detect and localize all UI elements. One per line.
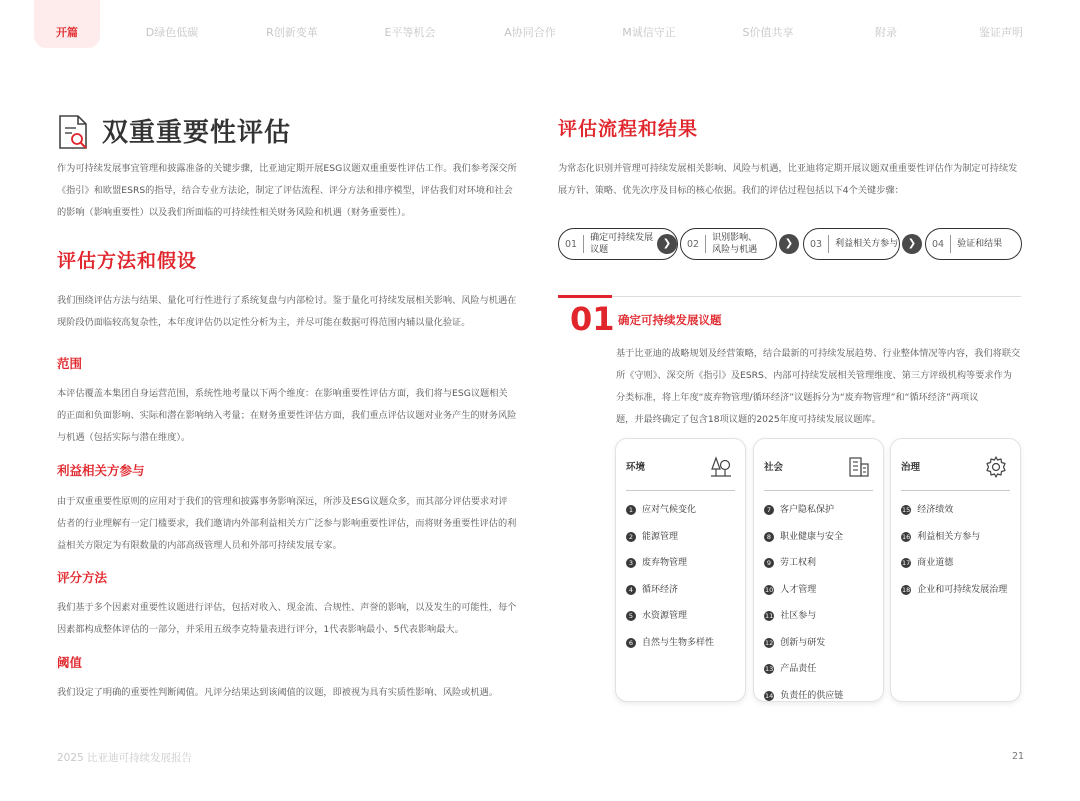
topic-label: 循环经济: [642, 584, 679, 595]
step-label: 利益相关方参与: [835, 239, 899, 249]
text-line: 本评估覆盖本集团自身运营范围，系统性地考量以下两个维度：在影响重要性评估方面，我们将与ESG议题相关: [57, 388, 508, 399]
text-line: 题，并最终确定了包含18项议题的2025年度可持续发展议题库。: [616, 414, 881, 425]
step-label-line: 确定可持续发展: [590, 233, 654, 243]
scoring-paragraph: [57, 597, 516, 641]
step-number: 03: [810, 238, 823, 250]
nav-tab-m[interactable]: M诚信守正: [622, 26, 676, 39]
step-label: [590, 232, 653, 256]
topic-label: 商业道德: [917, 558, 954, 568]
topic-item: [764, 497, 879, 524]
topic-number-badge: 1: [626, 505, 636, 515]
step-3: [803, 228, 900, 260]
topic-label: 利益相关方参与: [917, 531, 981, 542]
text-line: 《指引》和欧盟ESRS的指导，结合专业方法论，制定了评估流程、评分方法和排序模型，评估我们对环境和社会: [57, 185, 513, 196]
page-title: 双重重要性评估: [102, 118, 292, 148]
topic-item: [626, 603, 741, 630]
topic-number-badge: 13: [765, 665, 774, 674]
topic-item: [901, 550, 1016, 577]
card-divider: [901, 490, 1010, 491]
topic-label: 能源管理: [642, 531, 679, 542]
topic-item: [764, 577, 879, 604]
topic-label: 人才管理: [780, 584, 817, 595]
topic-label: 自然与生物多样性: [642, 637, 715, 648]
topic-label: 废弃物管理: [642, 558, 688, 568]
topic-number-badge: 5: [626, 611, 636, 621]
text-line: 的正面和负面影响、实际和潜在影响纳入考量；在财务重要性评估方面，我们重点评估议题对业务产生的财务风险: [57, 410, 517, 421]
topic-card-environment: [615, 438, 746, 702]
nav-tab-e[interactable]: E平等机会: [384, 26, 436, 39]
text-line: 作为可持续发展事宜管理和披露准备的关键步骤，比亚迪定期开展ESG议题双重重要性评估工作。我们参考深交所: [57, 163, 517, 174]
nav-tab-a[interactable]: A协同合作: [504, 26, 556, 39]
card-title: 治理: [901, 462, 921, 473]
topic-item: [764, 550, 879, 577]
topic-label: 经济绩效: [917, 505, 954, 515]
topic-card-social: [753, 438, 884, 702]
arrow-right-icon: ❯: [657, 234, 677, 254]
topic-label: 产品责任: [780, 664, 817, 674]
topic-list: [901, 497, 1016, 603]
text-line: 现阶段仍面临较高复杂性，本年度评估仍以定性分析为主，并尽可能在数据可得范围内辅以量化验证。: [57, 317, 471, 328]
topic-label: 劳工权利: [780, 558, 817, 568]
topic-label: 应对气候变化: [642, 505, 697, 515]
topic-number-badge: 10: [765, 585, 774, 594]
intro-paragraph: [57, 158, 517, 224]
text-line: 我们基于多个因素对重要性议题进行评估，包括对收入、现金流、合规性、声誉的影响，以及发生的可能性，每个: [57, 602, 517, 613]
topic-item: [764, 630, 879, 657]
topic-item: [764, 524, 879, 551]
topic-number-badge: 17: [902, 559, 911, 568]
text-line: 因素都构成整体评估的一部分，并采用五级李克特量表进行评分，1代表影响最小、5代表影响最大。: [57, 624, 464, 635]
text-line: 估者的行业理解有一定门槛要求，我们邀请内外部利益相关方广泛参与影响重要性评估，而将财务重要性评估的利: [57, 518, 517, 529]
topic-label: 创新与研发: [780, 637, 826, 648]
step-4: [925, 228, 1022, 260]
section-divider: [558, 296, 1021, 297]
building-icon: [847, 455, 871, 479]
nav-tab-r[interactable]: R创新变革: [266, 26, 318, 39]
text-line: 所《守则》、深交所《指引》及ESRS、内部可持续发展相关管理维度、第三方评级机构等要求作为: [616, 370, 1012, 381]
topic-number-badge: 7: [764, 505, 774, 515]
topic-item: [901, 524, 1016, 551]
topic-item: [901, 497, 1016, 524]
process-steps: [558, 228, 1028, 264]
topic-item: [626, 497, 741, 524]
stakeholders-paragraph: [57, 491, 516, 557]
document-search-icon: [56, 114, 92, 152]
topic-label: 客户隐私保护: [780, 505, 835, 515]
step-divider: [583, 235, 584, 253]
step-label-line: 议题: [590, 245, 609, 255]
threshold-paragraph: [57, 682, 498, 704]
topic-number-badge: 4: [626, 585, 636, 595]
section-title-process: 评估流程和结果: [558, 118, 699, 140]
step-number: 02: [687, 238, 700, 250]
text-line: 展方针、策略、优先次序及目标的核心依据。我们的评估过程包括以下4个关键步骤：: [558, 185, 904, 196]
topic-label: 负责任的供应链: [780, 690, 844, 701]
step-divider: [950, 235, 951, 253]
step-label: 验证和结果: [957, 239, 1003, 249]
section-title-methods: 评估方法和假设: [57, 250, 198, 272]
nav-tab-assurance[interactable]: 鉴证声明: [979, 26, 1023, 39]
topic-item: [626, 550, 741, 577]
topic-label: 社区参与: [780, 611, 817, 621]
step-divider: [705, 235, 706, 253]
text-line: 基于比亚迪的战略规划及经营策略，结合最新的可持续发展趋势、行业整体情况等内容，我们将联交: [616, 348, 1021, 359]
topic-item: [626, 577, 741, 604]
text-line: 为常态化识别并管理可持续发展相关影响、风险与机遇，比亚迪将定期开展议题双重重要性评估作为制定可持续发: [558, 163, 1018, 174]
text-line: 我们围绕评估方法与结果、量化可行性进行了系统复盘与内部检讨。鉴于量化可持续发展相关影响、风险与机遇在: [57, 295, 517, 306]
topic-number-badge: 2: [626, 532, 636, 542]
arrow-right-icon: ❯: [779, 234, 799, 254]
topic-item: [764, 656, 879, 683]
gear-icon: [984, 455, 1008, 479]
methods-paragraph: [57, 290, 516, 334]
card-title: 社会: [764, 462, 784, 473]
step-number: 01: [565, 238, 578, 250]
subsection-title-scope: 范围: [57, 356, 83, 371]
nav-tab-s[interactable]: S价值共享: [742, 26, 794, 39]
nav-tab-opening[interactable]: 开篇: [34, 0, 100, 48]
top-navigation: [0, 0, 1080, 48]
process-intro-paragraph: [558, 158, 1017, 202]
topic-number-badge: 16: [902, 532, 911, 541]
topic-label: 职业健康与安全: [780, 531, 844, 542]
topic-number-badge: 14: [765, 691, 774, 700]
step-detail-paragraph: [616, 343, 1020, 431]
topic-item: [626, 630, 741, 657]
step-detail-number: 01: [570, 300, 615, 338]
footer-report-title: 2025 比亚迪可持续发展报告: [57, 752, 193, 764]
topic-number-badge: 12: [765, 638, 774, 647]
step-number: 04: [932, 238, 945, 250]
step-label: [712, 232, 757, 256]
page-number: 21: [1012, 751, 1025, 762]
step-label-line: 识别影响、: [712, 233, 758, 243]
card-title: 环境: [626, 462, 646, 473]
step-detail-title: 确定可持续发展议题: [618, 313, 722, 327]
text-line: 由于双重重要性原则的应用对于我们的管理和披露事务影响深远，所涉及ESG议题众多，而其部分评估要求对评: [57, 496, 508, 507]
text-line: 与机遇（包括实际与潜在维度）。: [57, 432, 191, 443]
nav-tab-appendix[interactable]: 附录: [875, 26, 897, 39]
topic-label: 企业和可持续发展治理: [917, 584, 1008, 595]
topic-number-badge: 18: [902, 585, 911, 594]
topic-item: [764, 603, 879, 630]
card-divider: [626, 490, 735, 491]
step-label-line: 风险与机遇: [712, 245, 758, 255]
step-divider: [828, 235, 829, 253]
subsection-title-scoring: 评分方法: [57, 570, 108, 585]
arrow-right-icon: ❯: [902, 234, 922, 254]
topic-card-governance: [890, 438, 1021, 702]
topic-number-badge: 8: [764, 532, 774, 542]
nav-tab-d[interactable]: D绿色低碳: [145, 26, 199, 39]
step-2: [680, 228, 777, 260]
topic-list: [764, 497, 879, 709]
topic-number-badge: 9: [764, 558, 774, 568]
subsection-title-threshold: 阈值: [57, 655, 83, 670]
text-line: 分类标准，将上年度“废弃物管理/循环经济”议题拆分为“废弃物管理”和“循环经济”两项议: [616, 392, 979, 403]
subsection-title-stakeholders: 利益相关方参与: [57, 463, 145, 478]
card-divider: [764, 490, 873, 491]
topic-number-badge: 3: [626, 558, 636, 568]
text-line: 益相关方限定为有限数量的内部高级管理人员和外部可持续发展专家。: [57, 540, 342, 551]
topic-item: [626, 524, 741, 551]
topic-number-badge: 6: [626, 638, 636, 648]
trees-icon: [709, 455, 733, 479]
topic-label: 水资源管理: [642, 611, 688, 621]
topic-item: [764, 683, 879, 710]
topic-list: [626, 497, 741, 656]
text-line: 的影响（影响重要性）以及我们所面临的可持续性相关财务风险和机遇（财务重要性）。: [57, 207, 411, 218]
topic-number-badge: 11: [765, 612, 774, 621]
scope-paragraph: [57, 383, 516, 449]
text-line: 我们设定了明确的重要性判断阈值。凡评分结果达到该阈值的议题，即被视为具有实质性影响、风险或机遇。: [57, 687, 498, 698]
topic-number-badge: 15: [902, 506, 911, 515]
topic-item: [901, 577, 1016, 604]
section-divider-accent: [558, 295, 612, 298]
